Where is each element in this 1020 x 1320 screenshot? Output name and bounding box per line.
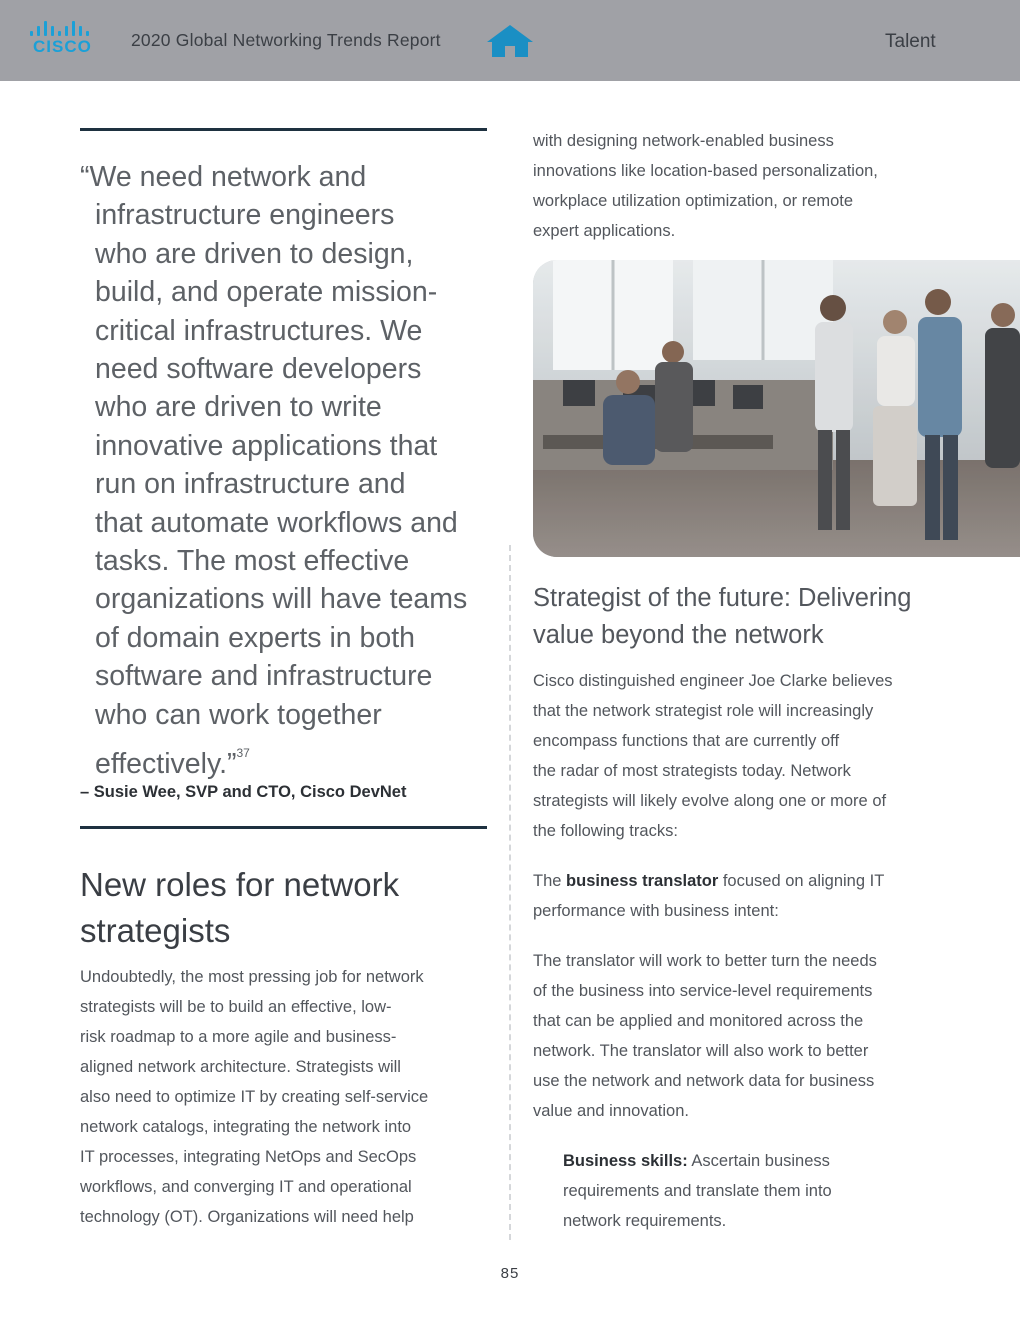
text-line: strategists will likely evolve along one or more of — [533, 792, 887, 810]
page-number: 85 — [500, 1265, 520, 1282]
pull-quote — [80, 158, 500, 784]
quote-line: need software developers — [95, 353, 422, 386]
quote-line: tasks. The most effective — [95, 545, 410, 578]
text-line: IT processes, integrating NetOps and SecOps — [80, 1148, 417, 1166]
text-line: performance with business intent: — [533, 902, 779, 920]
text-line: innovations like location-based personalization, — [533, 162, 878, 180]
text-line: aligned network architecture. Strategists will — [80, 1058, 401, 1076]
text-line: workplace utilization optimization, or remote — [533, 192, 854, 210]
heading-line: strategists — [80, 912, 231, 949]
text-line: technology (OT). Organizations will need help — [80, 1208, 414, 1226]
quote-last-line — [80, 734, 500, 783]
text-line: risk roadmap to a more agile and business- — [80, 1028, 397, 1046]
left-body-paragraph — [80, 962, 428, 1232]
text-line: network catalogs, integrating the network into — [80, 1118, 412, 1136]
bold-term: Business skills: — [563, 1152, 688, 1170]
continued-paragraph — [533, 126, 878, 246]
report-title: 2020 Global Networking Trends Report — [131, 30, 441, 50]
quote-line: software and infrastructure — [95, 660, 433, 693]
office-team-photo — [533, 260, 1020, 557]
text-line: expert applications. — [533, 222, 676, 240]
quote-top-rule — [80, 128, 487, 131]
page-header — [0, 0, 1020, 81]
text-line: value and innovation. — [533, 1102, 689, 1120]
heading-line: New roles for network — [80, 866, 400, 903]
cisco-logo[interactable] — [28, 20, 92, 60]
quote-line: “We need network and — [80, 161, 367, 193]
quote-line: build, and operate mission- — [95, 276, 438, 309]
home-icon[interactable] — [486, 24, 534, 58]
text-line: with designing network-enabled business — [533, 132, 834, 150]
text-line: strategists will be to build an effective, low- — [80, 998, 392, 1016]
quote-line: who are driven to design, — [95, 237, 414, 270]
quote-line: innovative applications that — [95, 429, 438, 462]
cisco-logo-text: CISCO — [33, 37, 92, 56]
text-line: the following tracks: — [533, 822, 678, 840]
footnote-ref[interactable]: 37 — [236, 746, 250, 761]
quote-line: that automate workflows and — [95, 506, 458, 539]
quote-line: who are driven to write — [95, 391, 382, 424]
text-line: requirements and translate them into — [563, 1182, 832, 1200]
text-fragment: Ascertain business — [687, 1152, 830, 1170]
column-divider — [509, 545, 511, 1240]
text-line: Undoubtedly, the most pressing job for network — [80, 968, 424, 986]
text-line — [563, 1146, 832, 1176]
section-name: Talent — [885, 31, 936, 52]
text-line: use the network and network data for business — [533, 1072, 875, 1090]
quote-bottom-rule — [80, 826, 487, 829]
translator-intro-paragraph — [533, 866, 884, 926]
text-line: network requirements. — [563, 1212, 727, 1230]
quote-line: effectively.” — [95, 748, 237, 781]
quote-line: run on infrastructure and — [95, 468, 406, 501]
text-line: workflows, and converging IT and operational — [80, 1178, 412, 1196]
section-heading — [80, 862, 399, 954]
text-line: of the business into service-level requirements — [533, 982, 873, 1000]
heading-line: Strategist of the future: Delivering — [533, 584, 912, 612]
heading-line: value beyond the network — [533, 621, 824, 649]
text-line: also need to optimize IT by creating self-service — [80, 1088, 429, 1106]
quote-line: infrastructure engineers — [95, 199, 395, 232]
strategist-paragraph — [533, 666, 893, 846]
quote-line: critical infrastructures. We — [95, 314, 423, 347]
text-line — [533, 866, 884, 896]
text-line: the radar of most strategists today. Network — [533, 762, 851, 780]
text-line: Cisco distinguished engineer Joe Clarke believes — [533, 672, 893, 690]
quote-line: organizations will have teams — [95, 583, 468, 616]
text-line: encompass functions that are currently off — [533, 732, 840, 750]
text-line: that can be applied and monitored across the — [533, 1012, 864, 1030]
text-fragment: focused on aligning IT — [718, 872, 885, 890]
text-line: The translator will work to better turn the needs — [533, 952, 877, 970]
text-line: network. The translator will also work to better — [533, 1042, 869, 1060]
quote-line: of domain experts in both — [95, 621, 416, 654]
business-skills-paragraph — [563, 1146, 832, 1236]
subsection-heading — [533, 580, 911, 654]
text-line: that the network strategist role will increasingly — [533, 702, 874, 720]
quote-attribution: – Susie Wee, SVP and CTO, Cisco DevNet — [80, 783, 407, 801]
quote-line: who can work together — [95, 698, 382, 731]
bold-term: business translator — [566, 872, 719, 890]
translator-detail-paragraph — [533, 946, 877, 1126]
text-fragment: The — [533, 872, 567, 890]
office-photo-illustration — [533, 260, 1020, 557]
